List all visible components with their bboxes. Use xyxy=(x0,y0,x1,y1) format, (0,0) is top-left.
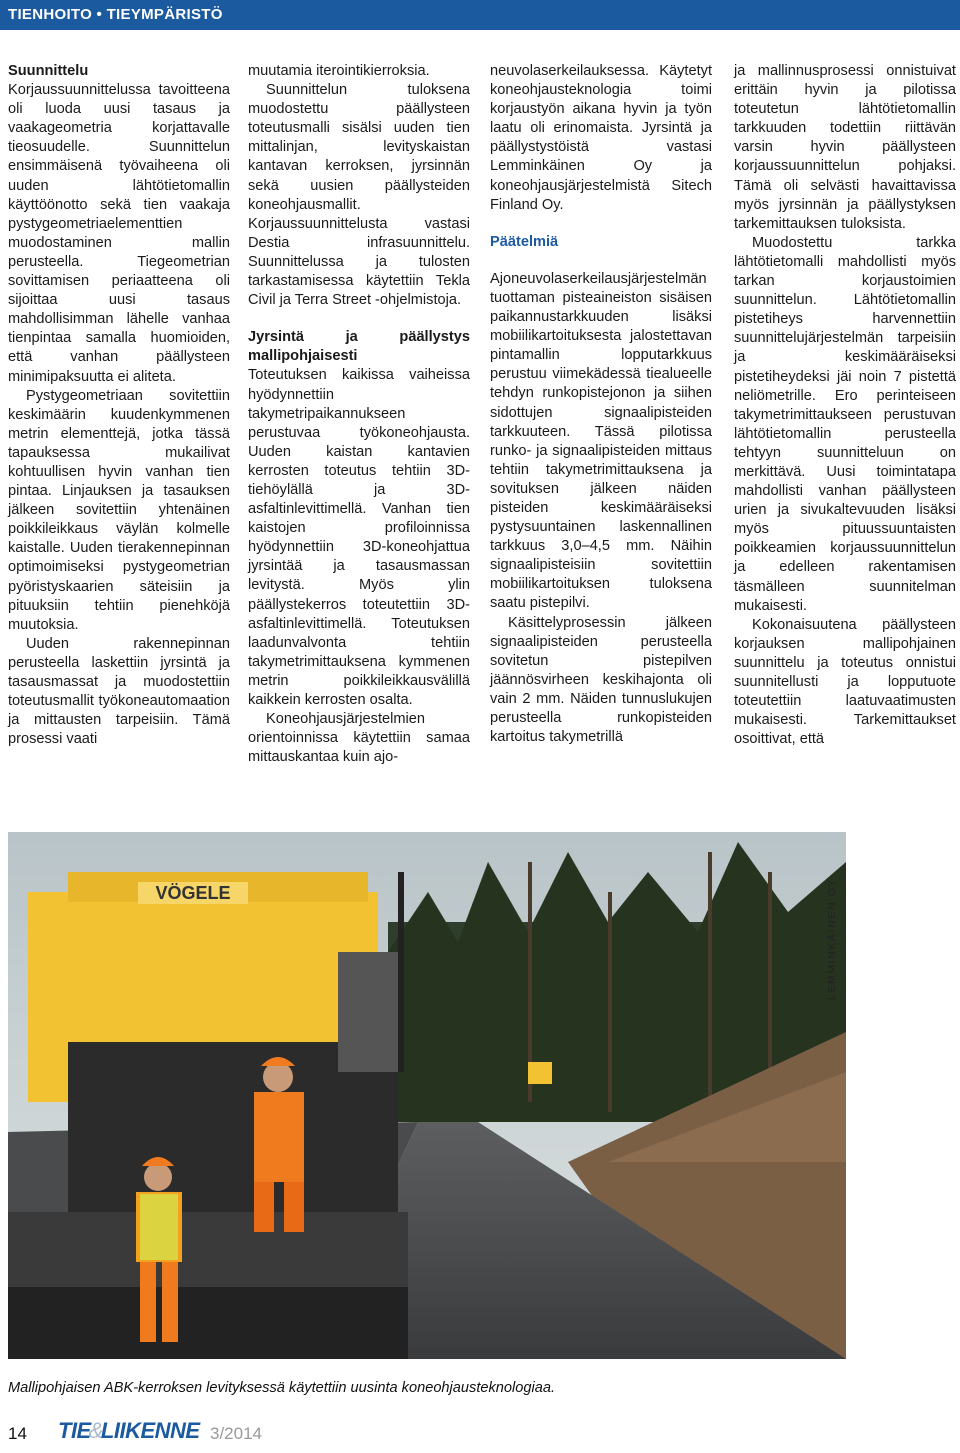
logo-text-liikenne: LIIKENNE xyxy=(100,1418,200,1443)
paragraph: Koneohjausjärjestelmien orientoinnissa käytettiin samaa mittauskantaa kuin ajo- xyxy=(248,711,470,766)
paragraph: Ajoneuvolaserkeilausjärjestelmän tuottaman pisteaineiston sisäisen paikannustarkkuuden lisäksi mobiilikartoituksesta jalostettavan pintamallin lopputarkkuus perustuu viimekädessä tiealueelle tehdyn runkopistejonon ja siihen sidottujen signaalipisteiden tarkkuuteen. Tässä pilotissa runko- ja signaalipisteiden mittaus tehtiin takymetrimittauksena ja sovituksen jälkeen näiden pisteiden keskimääräiseksi pystysuuntainen laskennallinen tarkkuus 3,0–4,5 mm. Näihin signaalipisteisiin sovitettiin mobiilikartoituksen tuloksena saatu pistepilvi. xyxy=(490,270,712,612)
section-heading-jyrsinta: Jyrsintä ja päällystys mallipohjaisesti xyxy=(248,329,470,365)
article-column-3 xyxy=(490,62,712,747)
paragraph: Pystygeometriaan sovitettiin keskimäärin kuudenkymmenen metrin elementtejä, jotka tässä tapauksessa mukailivat kohtuullisen hyvin vanhan tien pintaa. Linjauksen ja tasauksen jälkeen sovitettiin yhtenäinen poikkileikkaus väylän kolmelle kaistalle. Uuden tierakennepinnan optimoimiseksi pystygeometrian pyöristyskaarien säteisiin ja pituuksiin tehtiin pienehköjä muutoksia. xyxy=(8,387,230,633)
paragraph: Suunnittelun tuloksena muodostettu päällysteen toteutusmalli sisälsi uuden tien mittalinjan, levityskaistan kantavan kerroksen, jyrsinnän sekä uusien päällysteiden koneohjausmallit. Korjaussuunnittelusta vastasi Destia infrasuunnittelu. Suunnittelussa ja tulosten tarkastamisessa käytettiin Tekla Civil ja Terra Street -ohjelmistoja. xyxy=(248,82,470,309)
issue-number: 3/2014 xyxy=(210,1424,262,1443)
photo-caption: Mallipohjaisen ABK-kerroksen levityksessä käytettiin uusinta koneohjausteknologiaa. xyxy=(8,1380,556,1396)
paragraph: ja mallinnusprosessi onnistuivat erittäin hyvin ja pilotissa toteutetun lähtötietomallin tarkkuuden todettiin riittävän varsin hyvin päällysteen korjaussuunnittelun pohjaksi. Tämä oli selvästi havaittavissa myös jyrsinnän ja päällystyksen tarkemittauksen tuloksista. xyxy=(734,63,956,232)
machine-brand-label: VÖGELE xyxy=(155,883,231,903)
paragraph: muutamia iterointikierroksia. xyxy=(248,63,430,79)
paving-photo xyxy=(8,832,846,1359)
paragraph: Kokonaisuutena päällysteen korjauksen mallipohjainen suunnittelu ja toteutus onnistui suunnitellusti ja lopputuote toteutettiin laatuvaatimusten mukaisesti. Tarkemittaukset osoittivat, että xyxy=(734,616,956,748)
paragraph: Korjaussuunnittelussa tavoitteena oli luoda uusi tasaus ja vaakageometria korjattavalle tieosuudelle. Suunnittelun ensimmäisenä työvaiheena oli uuden lähtötietomallin käyttöönotto sekä tien vaakaja pystygeometriaelementtien muodostaminen mallin perusteella. Tiegeometrian sovittamisen periaatteena oli sijoittaa uusi tasaus mahdollisimman lähelle vanhaa tienpintaa samalla huomioiden, että vanhan päällysteen minimipaksuutta ei aliteta. xyxy=(8,82,230,385)
logo-text-tie: TIE xyxy=(58,1418,91,1443)
page-number: 14 xyxy=(8,1424,27,1443)
magazine-logo xyxy=(58,1418,200,1444)
article-column-1 xyxy=(8,62,230,749)
logo-ampersand: & xyxy=(88,1418,103,1443)
paragraph: Toteutuksen kaikissa vaiheissa hyödynnettiin takymetripaikannukseen perustuvaa työkoneohjausta. Uuden kaistan kantavien kerrosten toteutus tehtiin 3D-tiehöylällä ja 3D-asfaltinlevittimellä. Vanhan tien kaistojen profiloinnissa hyödynnettiin 3D-koneohjattua jyrsintää ja tasausmassan levitystä. Myös ylin päällystekerros toteutettiin 3D-asfaltinlevittimellä. Toteutuksen laadunvalvonta tehtiin takymetrimittauksena kymmenen metrin poikkileikkausvälillä kaikkein kerrosten osalta. xyxy=(248,367,470,708)
paragraph: Käsittelyprosessin jälkeen signaalipisteiden perusteella sovitetun pistepilven jäännösvirheen keskihajonta oli vain 2 mm. Näiden tunnuslukujen perusteella runkopisteiden kartoitus takymetrillä xyxy=(490,614,712,746)
section-heading-suunnittelu: Suunnittelu xyxy=(8,63,89,79)
article-column-4 xyxy=(734,62,956,749)
paragraph: neuvolaserkeilauksessa. Käytetyt koneohjausteknologia toimi korjaustyön aikana hyvin ja työn laatu oli erinomaista. Jyrsintä ja päällystystöistä vastasi Lemminkäinen Oy ja koneohjausjärjestelmistä Sitech Finland Oy. xyxy=(490,63,712,213)
section-title: TIENHOITO • TIEYMPÄRISTÖ xyxy=(8,6,223,23)
paragraph: Uuden rakennepinnan perusteella laskettiin jyrsintä ja tasausmassat ja muodostettiin toteutusmallit työkoneautomaation ja mittausten tarpeisiin. Tämä prosessi vaati xyxy=(8,635,230,748)
section-heading-paatelmia: Päätelmiä xyxy=(490,233,559,250)
photo-credit: LEMMINKÄINEN OY xyxy=(826,877,838,1000)
article-column-2 xyxy=(248,62,470,767)
paragraph: Muodostettu tarkka lähtötietomalli mahdollisti myös tarkan korjaustoimien suunnittelun. Lähtötietomallin pistetiheys harvennettiin suunnittelujärjestelmän tarpeisiin ja keskimääräiseksi pistetiheydeksi jäi noin 7 pistettä neliömetrille. Ero perinteiseen takymetrimittaukseen perustuvan lähtötietomallin perusteella tehtyyn suunnitteluun on merkittävä. Uusi toimintatapa mahdollisti vanhan päällysteen urien ja sivukaltevuuden lisäksi myös pituussuuntaisten poikkeamien korjaussuunnittelun ja edelleen rakentamisen täsmälleen suunnitelman mukaisesti. xyxy=(734,234,956,614)
section-header-bar xyxy=(0,0,960,30)
